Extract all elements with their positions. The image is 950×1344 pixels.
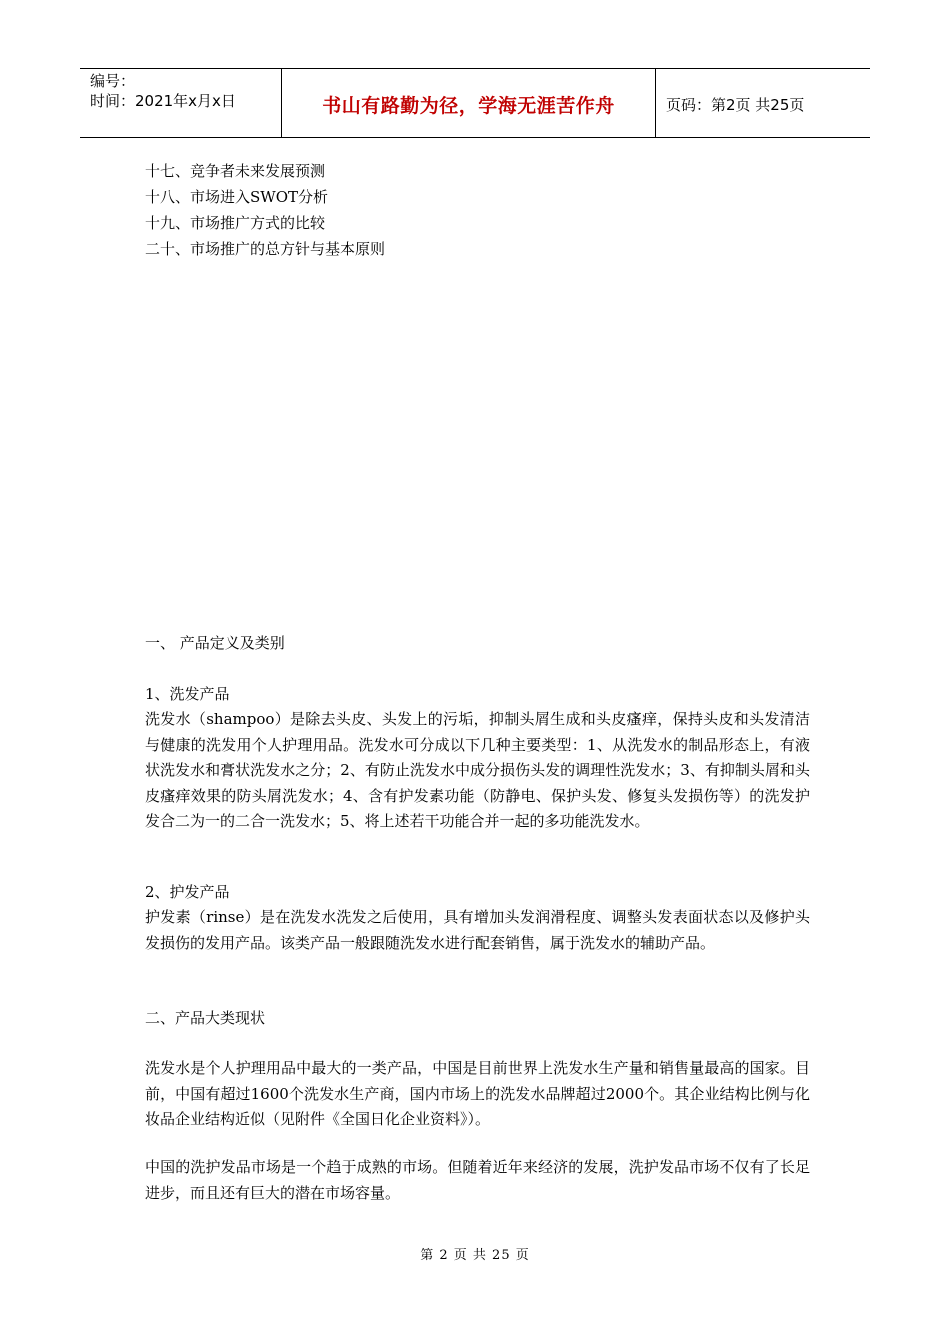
- toc-item: 十七、竞争者未来发展预测: [145, 162, 326, 180]
- header-page-info: 页码：第2页 共25页: [666, 95, 805, 114]
- toc-item: 二十、市场推广的总方针与基本原则: [145, 240, 386, 258]
- header-meta: [80, 69, 282, 137]
- subsection-1-text: 洗发水（shampoo）是除去头皮、头发上的污垢，抑制头屑生成和头皮瘙痒，保持头皮和头发清洁与健康的洗发用个人护理用品。洗发水可分成以下几种主要类型：1、从洗发水的制品形态上，有液状洗发水和膏状洗发水之分；2、有防止洗发水中成分损伤头发的调理性洗发水；3、有抑制头屑和头皮瘙痒效果的防头屑洗发水；4、含有护发素功能（防静电、保护头发、修复头发损伤等）的洗发护发合二为一的二合一洗发水；5、将上述若干功能合并一起的多功能洗发水。: [145, 710, 810, 830]
- table-of-contents: [145, 158, 385, 262]
- page-header: [80, 68, 870, 138]
- toc-item: 十八、市场进入SWOT分析: [145, 188, 328, 206]
- subsection-2-text: 护发素（rinse）是在洗发水洗发之后使用，具有增加头发润滑程度、调整头发表面状态以及修护头发损伤的发用产品。该类产品一般跟随洗发水进行配套销售，属于洗发水的辅助产品。: [145, 908, 810, 952]
- page-footer: 第 2 页 共 25 页: [420, 1248, 530, 1263]
- section-1-heading: 一、 产品定义及类别: [145, 634, 285, 652]
- toc-item: 十九、市场推广方式的比较: [145, 214, 326, 232]
- section-2-paragraph-2: 中国的洗护发品市场是一个趋于成熟的市场。但随着近年来经济的发展，洗护发品市场不仅有了长足进步，而且还有巨大的潜在市场容量。: [145, 1158, 810, 1202]
- subsection-2-heading: 2、护发产品: [145, 883, 230, 901]
- subsection-1-heading: 1、洗发产品: [145, 685, 230, 703]
- document-number-label: 编号：: [90, 72, 136, 90]
- header-motto: 书山有路勤为径，学海无涯苦作舟: [282, 69, 656, 137]
- section-2-paragraph-1: 洗发水是个人护理用品中最大的一类产品，中国是目前世界上洗发水生产量和销售量最高的国家。目前，中国有超过1600个洗发水生产商，国内市场上的洗发水品牌超过2000个。其企业结构比例与化妆品企业结构近似（见附件《全国日化企业资料》）。: [145, 1059, 810, 1128]
- document-date-label: 时间：2021年x月x日: [90, 92, 236, 110]
- section-2-heading: 二、产品大类现状: [145, 1009, 266, 1027]
